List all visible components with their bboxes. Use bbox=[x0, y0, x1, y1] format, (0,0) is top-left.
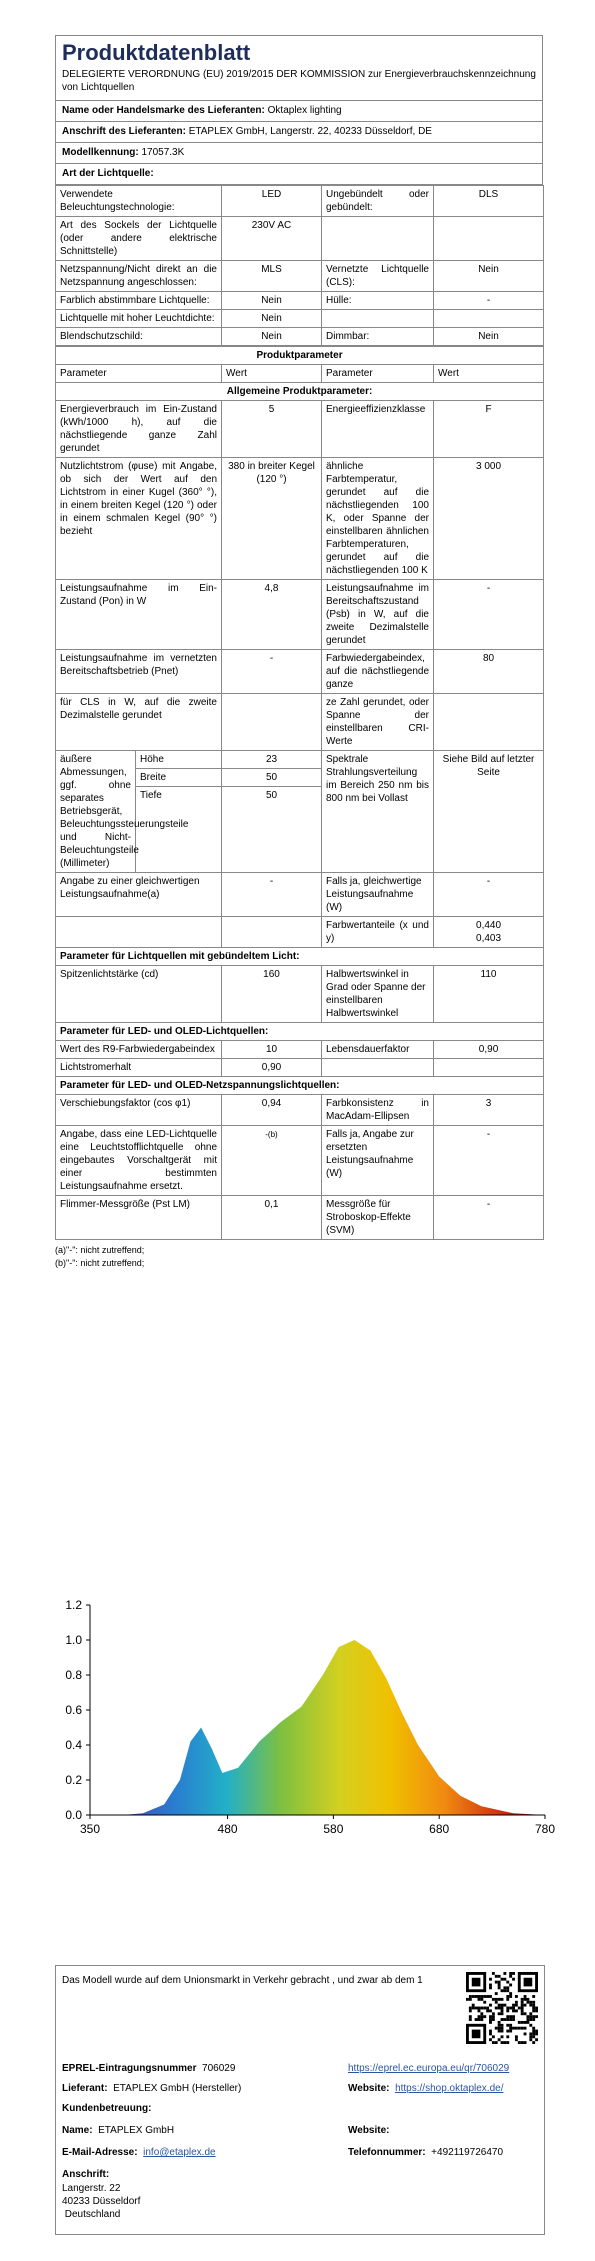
email-link[interactable]: info@etaplex.de bbox=[143, 2147, 216, 2158]
address-row bbox=[56, 121, 542, 142]
model-row bbox=[56, 142, 542, 163]
type-param-value: MLS bbox=[222, 261, 322, 292]
mains-heading: Parameter für LED- und OLED-Netzspannungslichtquellen: bbox=[56, 1077, 544, 1095]
type-row bbox=[56, 292, 544, 310]
dim-depth-value: 50 bbox=[265, 790, 278, 801]
y-tick-label: 1.0 bbox=[65, 1633, 82, 1647]
type-param-value: Nein bbox=[434, 261, 544, 292]
param-label: Leistungsaufnahme im Ein-Zustand (Pon) in W bbox=[56, 580, 222, 650]
datasheet bbox=[55, 35, 543, 1270]
dim-height-label: Höhe bbox=[136, 751, 221, 769]
address-heading: Anschrift: bbox=[62, 2169, 110, 2180]
type-param-value: 230V AC bbox=[222, 217, 322, 261]
spectrum-area bbox=[90, 1640, 545, 1815]
market-text: Das Modell wurde auf dem Unionsmarkt in Verkehr gebracht , und zwar ab dem 1 bbox=[62, 1975, 423, 1986]
dim-width-label: Breite bbox=[136, 769, 221, 787]
y-tick-label: 0.2 bbox=[65, 1773, 82, 1787]
led-heading: Parameter für LED- und OLED-Lichtquellen: bbox=[56, 1023, 544, 1041]
param-value: 3 000 bbox=[434, 458, 544, 580]
param-row bbox=[56, 580, 544, 650]
website-link[interactable]: https://shop.oktaplex.de/ bbox=[395, 2083, 504, 2094]
x-tick-label: 780 bbox=[534, 1822, 556, 1836]
footnote-b: (b)"-": nicht zutreffend; bbox=[55, 1258, 145, 1268]
supplier-label: Name oder Handelsmarke des Lieferanten: bbox=[62, 105, 265, 116]
param-value: 80 bbox=[434, 650, 544, 694]
param-value bbox=[434, 694, 544, 751]
dimensions-subtable bbox=[136, 751, 221, 804]
equiv-power-value: - bbox=[434, 873, 544, 917]
replacement-value: -(b) bbox=[222, 1126, 322, 1196]
peak-intensity-label: Spitzenlichtstärke (cd) bbox=[56, 966, 222, 1023]
footnotes bbox=[55, 1244, 543, 1270]
param-label: ze Zahl gerundet, oder Spanne der einstellbaren CRI-Werte bbox=[322, 694, 434, 751]
address-value: ETAPLEX GmbH, Langerstr. 22, 40233 Düsseldorf, DE bbox=[188, 126, 432, 137]
type-row bbox=[56, 310, 544, 328]
dimensions-label: äußere Abmessungen, ggf. ohne separates Betriebsgerät, Beleuchtungssteuerungsteile und Nicht-Beleuchtungsteile (Millimeter) bbox=[56, 751, 136, 873]
survival-factor-value: 0,90 bbox=[434, 1041, 544, 1059]
type-param-label: Verwendete Beleuchtungstechnologie: bbox=[56, 186, 222, 217]
replacement-label: Angabe, dass eine LED-Lichtquelle eine Leuchtstofflichtquelle ohne eingebautes Vorschaltgerät mit einer bestimmten Leistungsaufnahme ersetzt. bbox=[56, 1126, 222, 1196]
address-line-2: 40233 Düsseldorf bbox=[62, 2196, 141, 2207]
param-value: 380 in breiter Kegel (120 °) bbox=[222, 458, 322, 580]
type-param-label: Ungebündelt oder gebündelt: bbox=[322, 186, 434, 217]
supplier-name: ETAPLEX GmbH (Hersteller) bbox=[113, 2083, 242, 2094]
email-label: E-Mail-Adresse: bbox=[62, 2147, 138, 2158]
replaced-power-value: - bbox=[434, 1126, 544, 1196]
x-tick-label: 480 bbox=[217, 1822, 238, 1836]
flicker-value: 0,1 bbox=[222, 1196, 322, 1240]
param-label: ähnliche Farbtemperatur, gerundet auf die nächstliegenden 100 K, oder Spanne der einstellbaren ähnlichen Farbtemperaturen, gerundet auf die nächstliegenden 100 K bbox=[322, 458, 434, 580]
spectral-value: Siehe Bild auf letzter Seite bbox=[434, 751, 544, 873]
type-param-value: Nein bbox=[222, 310, 322, 328]
type-param-value: DLS bbox=[434, 186, 544, 217]
eprel-link[interactable]: https://eprel.ec.europa.eu/qr/706029 bbox=[348, 2063, 510, 2074]
x-tick-label: 580 bbox=[323, 1822, 344, 1836]
type-param-value: - bbox=[434, 292, 544, 310]
equiv-label: Angabe zu einer gleichwertigen Leistungsaufnahme(a) bbox=[56, 873, 222, 917]
type-param-label: Art des Sockels der Lichtquelle (oder andere elektrische Schnittstelle) bbox=[56, 217, 222, 261]
header-box bbox=[55, 35, 543, 185]
param-row bbox=[56, 401, 544, 458]
type-heading: Art der Lichtquelle: bbox=[56, 163, 542, 184]
y-tick-label: 0.4 bbox=[65, 1738, 82, 1752]
lumen-maintenance-label: Lichtstromerhalt bbox=[56, 1059, 222, 1077]
param-label: Energieeffizienzklasse bbox=[322, 401, 434, 458]
dim-width-value: 50 bbox=[222, 769, 321, 787]
y-tick-label: 0.6 bbox=[65, 1703, 82, 1717]
type-param-label: Hülle: bbox=[322, 292, 434, 310]
x-tick-label: 350 bbox=[79, 1822, 101, 1836]
eprel-reg-label: EPREL-Eintragungsnummer bbox=[62, 2063, 197, 2074]
address-label: Anschrift des Lieferanten: bbox=[62, 126, 186, 137]
support-name-label: Name: bbox=[62, 2125, 93, 2136]
svm-label: Messgröße für Stroboskop-Effekte (SVM) bbox=[322, 1196, 434, 1240]
param-label: Energieverbrauch im Ein-Zustand (kWh/1000 h), auf die nächstliegende ganze Zahl gerundet bbox=[56, 401, 222, 458]
r9-value: 10 bbox=[222, 1041, 322, 1059]
type-param-label: Dimmbar: bbox=[322, 328, 434, 346]
type-param-label: Blendschutzschild: bbox=[56, 328, 222, 346]
type-param-value: Nein bbox=[434, 328, 544, 346]
supplier-value: Oktaplex lighting bbox=[267, 105, 342, 116]
svm-value: - bbox=[434, 1196, 544, 1240]
type-param-value bbox=[434, 310, 544, 328]
footnote-a: (a)"-": nicht zutreffend; bbox=[55, 1245, 145, 1255]
power-factor-label: Verschiebungsfaktor (cos φ1) bbox=[56, 1095, 222, 1126]
param-label: Leistungsaufnahme im vernetzten Bereitschaftsbetrieb (Pnet) bbox=[56, 650, 222, 694]
regulation-text: DELEGIERTE VERORDNUNG (EU) 2019/2015 DER KOMMISSION zur Energieverbrauchskennzeichnung von Lichtquellen bbox=[62, 69, 536, 93]
params-header-param: Parameter bbox=[56, 365, 222, 383]
power-factor-value: 0,94 bbox=[222, 1095, 322, 1126]
params-table bbox=[55, 346, 544, 1240]
replaced-power-label: Falls ja, Angabe zur ersetzten Leistungsaufnahme (W) bbox=[322, 1126, 434, 1196]
params-header-value: Wert bbox=[222, 365, 322, 383]
address-line-3: Deutschland bbox=[62, 2209, 121, 2220]
general-params-heading: Allgemeine Produktparameter: bbox=[56, 383, 544, 401]
website-label: Website: bbox=[348, 2083, 390, 2094]
page-title: Produktdatenblatt bbox=[62, 40, 251, 65]
type-table bbox=[55, 185, 544, 346]
param-label: für CLS in W, auf die zweite Dezimalstelle gerundet bbox=[56, 694, 222, 751]
dim-height-value: 23 bbox=[222, 751, 321, 769]
type-param-label: Lichtquelle mit hoher Leuchtdichte: bbox=[56, 310, 222, 328]
param-value: - bbox=[222, 650, 322, 694]
dim-depth-label: Tiefe bbox=[140, 790, 162, 801]
type-param-value: Nein bbox=[222, 328, 322, 346]
type-param-label bbox=[322, 217, 434, 261]
param-row bbox=[56, 694, 544, 751]
flicker-label: Flimmer-Messgröße (Pst LM) bbox=[56, 1196, 222, 1240]
type-param-value: LED bbox=[222, 186, 322, 217]
equiv-power-label: Falls ja, gleichwertige Leistungsaufnahme (W) bbox=[322, 873, 434, 917]
params-header-param-2: Parameter bbox=[322, 365, 434, 383]
beam-angle-label: Halbwertswinkel in Grad oder Spanne der einstellbaren Halbwertswinkel bbox=[322, 966, 434, 1023]
type-param-label bbox=[322, 310, 434, 328]
spectral-label: Spektrale Strahlungsverteilung im Bereich 250 nm bis 800 nm bei Vollast bbox=[322, 751, 434, 873]
eprel-box bbox=[55, 1965, 545, 2235]
r9-label: Wert des R9-Farbwiedergabeindex bbox=[56, 1041, 222, 1059]
supplier-label-2: Lieferant: bbox=[62, 2083, 108, 2094]
support-website-label: Website: bbox=[348, 2125, 390, 2136]
lumen-maintenance-value: 0,90 bbox=[222, 1059, 322, 1077]
type-param-label: Vernetzte Lichtquelle (CLS): bbox=[322, 261, 434, 292]
params-section-title: Produktparameter bbox=[56, 347, 544, 365]
param-value: - bbox=[434, 580, 544, 650]
chromaticity-label: Farbwertanteile (x und y) bbox=[322, 917, 434, 948]
support-heading: Kundenbetreuung: bbox=[62, 2103, 152, 2114]
param-label: Farbwiedergabeindex, auf die nächstliegende ganze bbox=[322, 650, 434, 694]
param-value: F bbox=[434, 401, 544, 458]
address-line-1: Langerstr. 22 bbox=[62, 2183, 121, 2194]
model-label: Modellkennung: bbox=[62, 147, 139, 158]
param-label: Nutzlichtstrom (φuse) mit Angabe, ob sich der Wert auf den Lichtstrom in einer Kugel (360° °), in einem breiten Kegel (120 °) oder in einem schmalen Kegel (90° °) bezieht bbox=[56, 458, 222, 580]
macadam-value: 3 bbox=[434, 1095, 544, 1126]
param-row bbox=[56, 458, 544, 580]
spectrum-chart bbox=[40, 1590, 560, 1850]
param-label: Leistungsaufnahme im Bereitschaftszustand (Psb) in W, auf die zweite Dezimalstelle gerundet bbox=[322, 580, 434, 650]
qr-code-icon[interactable] bbox=[466, 1972, 538, 2044]
y-tick-label: 1.2 bbox=[65, 1598, 82, 1612]
equiv-value: - bbox=[222, 873, 322, 917]
param-value bbox=[222, 694, 322, 751]
param-value: 4,8 bbox=[222, 580, 322, 650]
type-row bbox=[56, 328, 544, 346]
y-tick-label: 0.8 bbox=[65, 1668, 82, 1682]
type-row bbox=[56, 217, 544, 261]
macadam-label: Farbkonsistenz in MacAdam-Ellipsen bbox=[322, 1095, 434, 1126]
beam-angle-value: 110 bbox=[434, 966, 544, 1023]
params-header-value-2: Wert bbox=[434, 365, 544, 383]
peak-intensity-value: 160 bbox=[222, 966, 322, 1023]
eprel-reg-value: 706029 bbox=[202, 2063, 236, 2074]
support-name-value: ETAPLEX GmbH bbox=[98, 2125, 175, 2136]
type-param-value bbox=[434, 217, 544, 261]
model-value: 17057.3K bbox=[141, 147, 185, 158]
type-row bbox=[56, 186, 544, 217]
phone-value: +492119726470 bbox=[431, 2147, 504, 2158]
type-param-label: Farblich abstimmbare Lichtquelle: bbox=[56, 292, 222, 310]
type-param-label: Netzspannung/Nicht direkt an die Netzspannung angeschlossen: bbox=[56, 261, 222, 292]
param-row bbox=[56, 650, 544, 694]
x-tick-label: 680 bbox=[429, 1822, 450, 1836]
phone-label: Telefonnummer: bbox=[348, 2147, 426, 2158]
type-param-value: Nein bbox=[222, 292, 322, 310]
survival-factor-label: Lebensdauerfaktor bbox=[322, 1041, 434, 1059]
y-tick-label: 0.0 bbox=[65, 1808, 82, 1822]
chromaticity-value: 0,440 0,403 bbox=[434, 917, 544, 948]
param-value: 5 bbox=[222, 401, 322, 458]
directional-heading: Parameter für Lichtquellen mit gebündeltem Licht: bbox=[56, 948, 544, 966]
supplier-row bbox=[56, 100, 542, 121]
type-row bbox=[56, 261, 544, 292]
